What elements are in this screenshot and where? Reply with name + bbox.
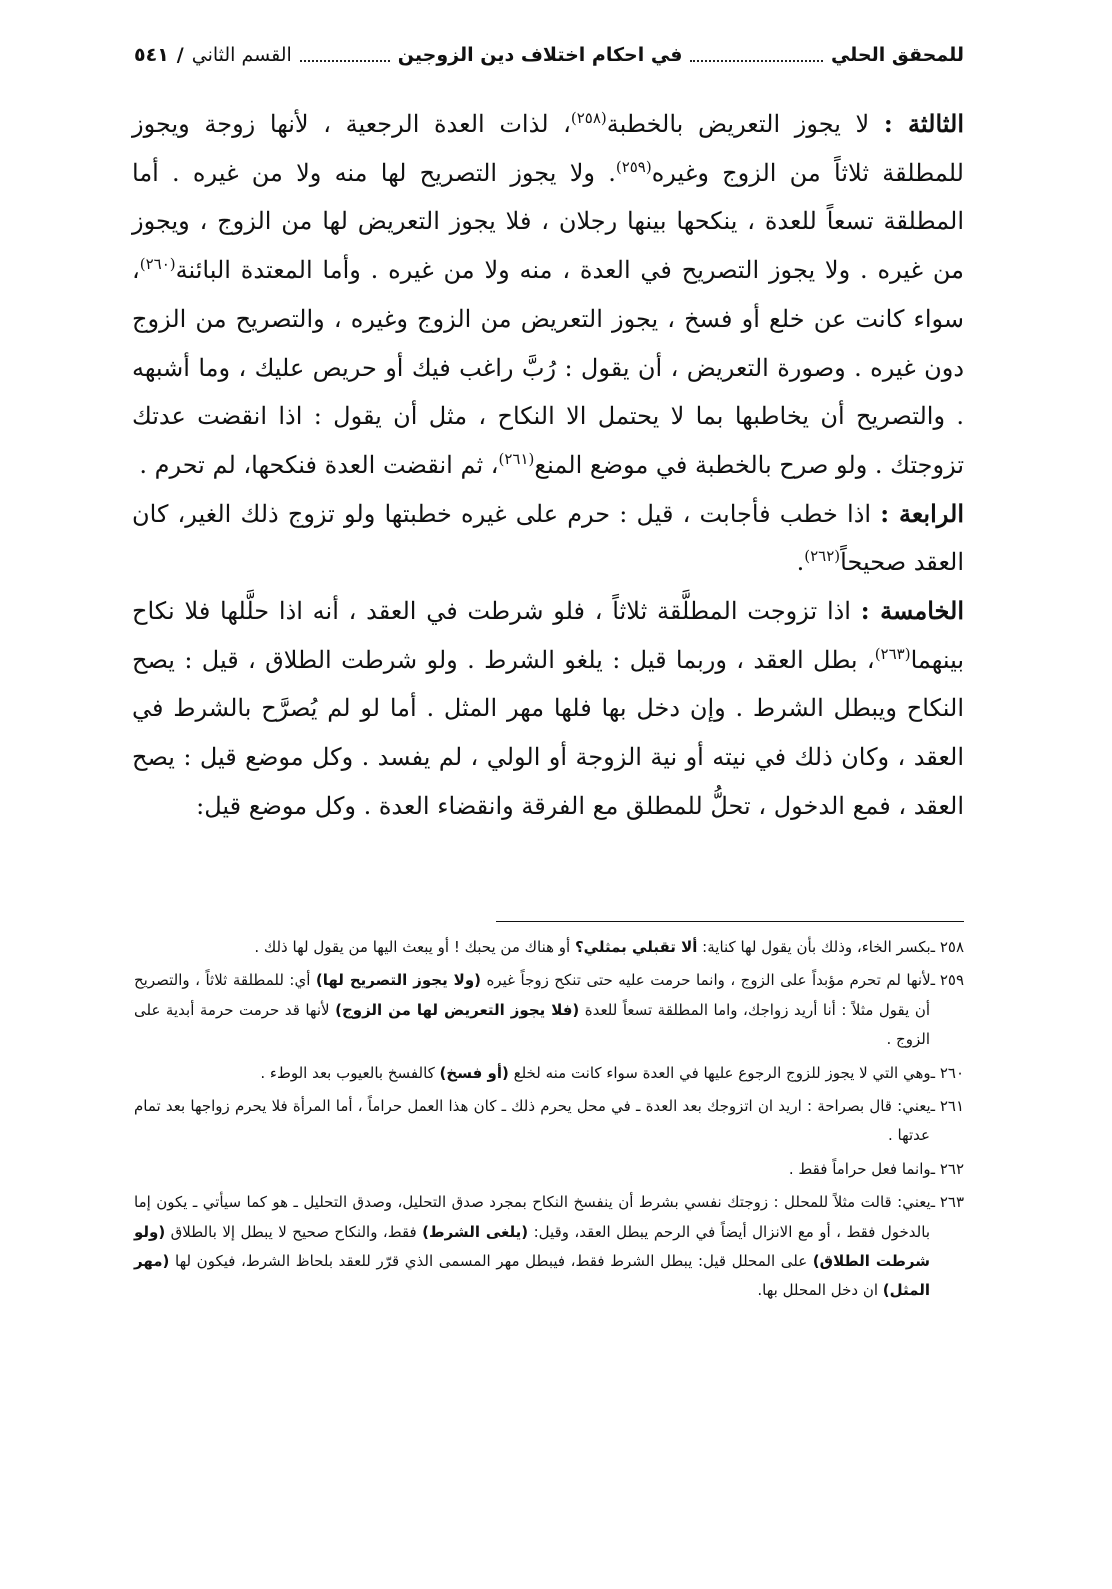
footnote-text: يعني: قالت مثلاً للمحلل : زوجتك نفسي بشرط أن ينفسخ النكاح بمجرد صدق التحليل، وصدق التحليل ـ هو كما سيأتي ـ يكون إما بالدخول فقط ، أو مع الانزال أيضاً في الرحم يبطل العقد، وقيل: (134, 1193, 931, 1241)
footnote (134, 1059, 964, 1088)
footnote-ref: (٢٥٨) (570, 109, 607, 127)
footnote-text: على المحلل قيل: يبطل الشرط فقط، فيبطل مهر المسمى الذي قرّر للعقد بلحاظ الشرط، فيكون لها (169, 1252, 813, 1271)
footnote-bold-quote: (مهر المثل) (134, 1252, 930, 1300)
footnote-bold-quote: (فلا يجوز التعريض لها من الزوج) (335, 1000, 580, 1019)
footnote-number: ٢٥٩ ـ (930, 971, 964, 990)
footnote-number: ٢٦١ ـ (930, 1097, 964, 1116)
footnote-number: ٢٦٠ ـ (930, 1063, 964, 1082)
footnote-ref: (٢٦١) (498, 449, 535, 468)
running-header (134, 34, 964, 68)
text-run: ، لذات العدة الرجعية ، لأنها زوجة ويجوز للمطلقة ثلاثاً من الزوج وغيره (132, 110, 964, 187)
footnote-bold-quote: (ولا يجوز التصريح لها) (315, 971, 482, 990)
text-run: . (796, 548, 805, 577)
text-run: ، سواء كانت عن خلع أو فسخ ، يجوز التعريض من الزوج وغيره ، والتصريح من الزوج دون غيره . وصورة التعريض ، أن يقول : رُبَّ راغب فيك أو حريص عليك ، وما أشبهه . والتصريح أن يخاطبها بما لا يحتمل الا النكاح ، مثل أن يقول : اذا انقضت عدتك تزوجتك . ولو صرح بالخطبة في موضع المنع (132, 256, 965, 479)
text-run: ، بطل العقد ، وربما قيل : يلغو الشرط . ولو شرطت الطلاق ، قيل : يصح النكاح ويبطل الشرط . وإن دخل بها فلها مهر المثل . أما لو لم يُصرَّح بالشرط في العقد ، وكان ذلك في نيته أو نية الزوجة أو الولي ، لم يفسد . وكل موضع قيل : يصح العقد ، فمع الدخول ، تحلُّ للمطلق مع الفرقة وانقضاء العدة . وكل موضع قيل: (132, 645, 964, 820)
page-number: ٥٤١ (134, 44, 169, 66)
footnote-text: كالفسخ بالعيوب بعد الوطء . (260, 1063, 440, 1082)
footnote (134, 933, 964, 962)
footnote-text: أي: للمطلقة ثلاثاً ، والتصريح أن يقول مثلاً : أنا أريد زواجك، واما المطلقة تسعاً للعدة (134, 971, 931, 1019)
header-slash: / (176, 44, 184, 66)
footnote-ref: (٢٦٢) (804, 547, 841, 566)
footnotes (134, 933, 964, 1310)
header-section: القسم الثاني (191, 44, 292, 66)
footnote-separator (496, 921, 964, 922)
footnote-text: وانما فعل حراماً فقط . (788, 1159, 931, 1178)
footnote (134, 1188, 964, 1306)
footnote-text: لأنها لم تحرم مؤبداً على الزوج ، وانما حرمت عليه حتى تنكح زوجاً غيره (481, 971, 931, 990)
header-leader-dots-2 (300, 60, 390, 62)
footnote-bold-quote: (أو فسخ) (439, 1063, 509, 1082)
footnote-ref: (٢٦٣) (874, 644, 911, 663)
footnote-number: ٢٥٨ ـ (930, 938, 964, 956)
paragraph-lead: الرابعة : (880, 498, 964, 528)
footnote-text: فقط، والنكاح صحيح لا يبطل إلا بالطلاق (165, 1222, 423, 1241)
header-author: للمحقق الحلي (830, 44, 964, 66)
footnote-ref: (٢٦٠) (139, 255, 176, 274)
paragraph-lead: الثالثة : (883, 109, 964, 138)
text-run: اذا تزوجت المطلَّقة ثلاثاً ، فلو شرطت في العقد ، أنه اذا حلَّلها فلا نكاح بينهما (132, 597, 964, 674)
header-leader-dots (690, 60, 822, 62)
footnote-bold-quote: (ولو شرطت الطلاق) (134, 1222, 930, 1271)
footnote (134, 1155, 964, 1184)
footnote-number: ٢٦٢ ـ (930, 1159, 964, 1178)
paragraph-lead: الخامسة : (860, 596, 964, 626)
main-text (132, 100, 964, 831)
text-run: لا يجوز التعريض بالخطبة (606, 110, 884, 138)
footnote-text: أو هناك من يحبك ! أو يبعث اليها من يقول لها ذلك . (254, 938, 575, 956)
footnote-ref: (٢٥٩) (615, 157, 652, 176)
footnote-number: ٢٦٣ ـ (930, 1193, 964, 1212)
text-run: ، ثم انقضت العدة فنكحها، لم تحرم . (139, 450, 499, 479)
body-paragraph (132, 587, 964, 831)
text-run: . ولا يجوز التصريح لها منه ولا من غيره . أما المطلقة تسعاً للعدة ، ينكحها بينها رجلان ، فلا يجوز التعريض لها من الزوج ، ويجوز من غيره . ولا يجوز التصريح في العدة ، منه ولا من غيره . وأما المعتدة البائنة (132, 158, 964, 285)
footnote-text: وهي التي لا يجوز للزوج الرجوع عليها في العدة سواء كانت منه لخلع (508, 1063, 931, 1082)
footnote (134, 1092, 964, 1151)
footnote (134, 966, 964, 1054)
text-run: اذا خطب فأجابت ، قيل : حرم على غيره خطبتها ولو تزوج ذلك الغير، كان العقد صحيحاً (132, 499, 964, 577)
footnote-bold-quote: ألا تقبلي بمثلي؟ (574, 938, 698, 956)
footnote-text: ان دخل المحلل بها. (757, 1281, 883, 1300)
footnote-text: يعني: قال بصراحة : اريد ان اتزوجك بعد العدة ـ في محل يحرم ذلك ـ كان هذا العمل حراماً ، أما المرأة فلا يحرم زواجها بعد تمام عدتها . (134, 1097, 931, 1145)
header-title: في احكام اختلاف دين الزوجين (397, 44, 683, 66)
body-paragraph (132, 490, 964, 587)
body-paragraph (132, 100, 964, 490)
footnote-text: لأنها قد حرمت حرمة أبدية على الزوج . (134, 1000, 930, 1049)
footnote-bold-quote: (يلغى الشرط) (422, 1222, 529, 1241)
footnote-text: بكسر الخاء، وذلك بأن يقول لها كناية: (697, 938, 931, 956)
